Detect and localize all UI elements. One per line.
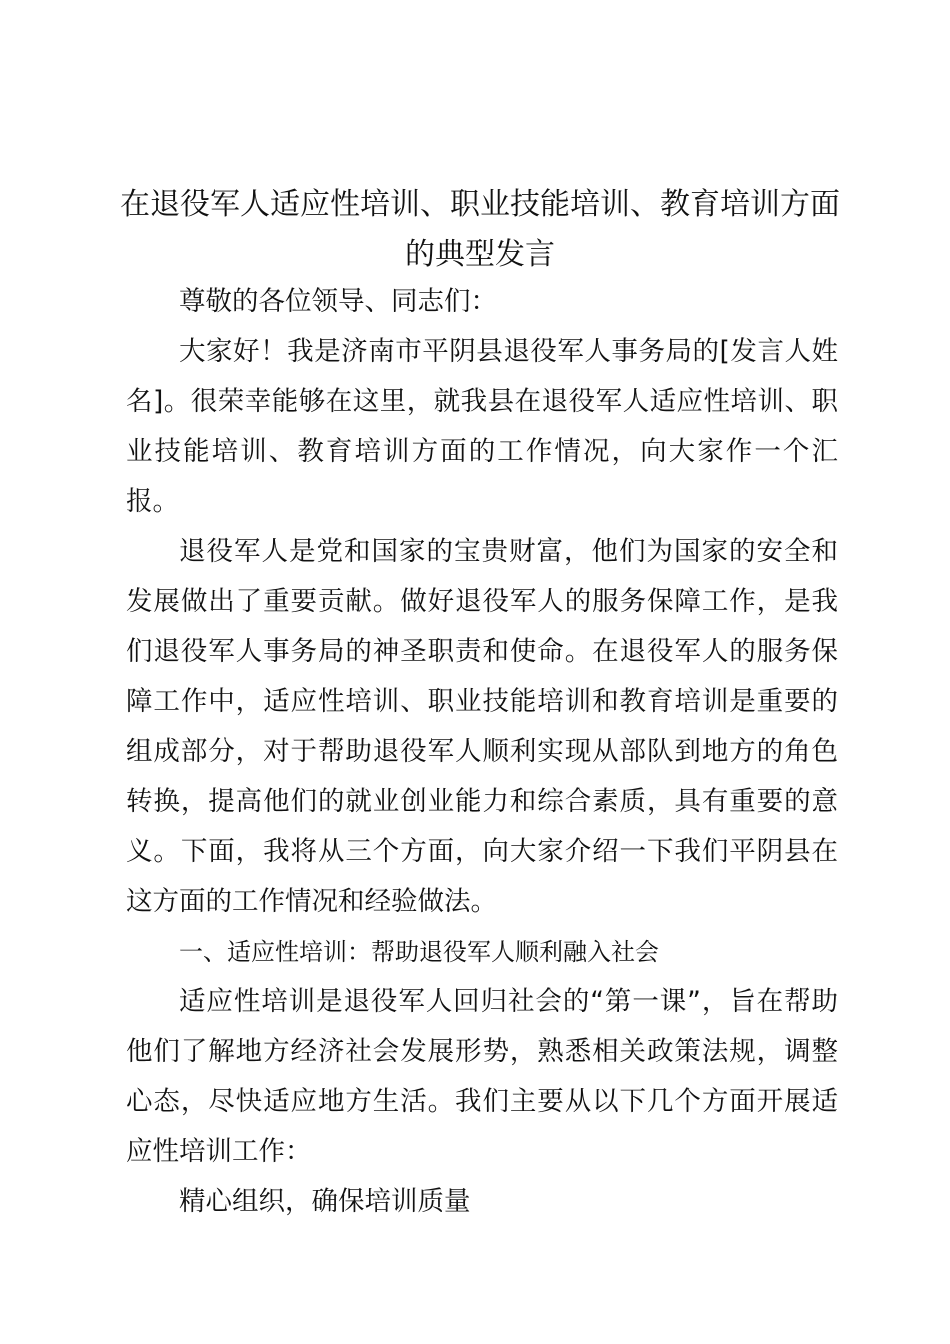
greeting-paragraph: 大家好！我是济南市平阴县退役军人事务局的[发言人姓名]。很荣幸能够在这里，就我县在退役军人适应性培训、职业技能培训、教育培训方面的工作情况，向大家作一个汇报。 <box>126 336 838 517</box>
document-title-line-1: 在退役军人适应性培训、职业技能培训、教育培训方面 <box>120 187 840 222</box>
salutation-paragraph: 尊敬的各位领导、同志们： <box>179 286 497 317</box>
document-body <box>126 277 838 1227</box>
section-1-paragraph: 适应性培训是退役军人回归社会的“第一课”，旨在帮助他们了解地方经济社会发展形势，熟悉相关政策法规，调整心态，尽快适应地方生活。我们主要从以下几个方面开展适应性培训工作： <box>126 986 838 1167</box>
introduction-paragraph: 退役军人是党和国家的宝贵财富，他们为国家的安全和发展做出了重要贡献。做好退役军人的服务保障工作，是我们退役军人事务局的神圣职责和使命。在退役军人的服务保障工作中，适应性培训、职业技能培训和教育培训是重要的组成部分，对于帮助退役军人顺利实现从部队到地方的角色转换，提高他们的就业创业能力和综合素质，具有重要的意义。下面，我将从三个方面，向大家介绍一下我们平阴县在这方面的工作情况和经验做法。 <box>126 536 838 917</box>
section-heading-1: 一、适应性培训：帮助退役军人顺利融入社会 <box>179 938 659 966</box>
subsection-heading: 精心组织，确保培训质量 <box>179 1186 471 1217</box>
document-title-line-2: 的典型发言 <box>405 237 555 272</box>
